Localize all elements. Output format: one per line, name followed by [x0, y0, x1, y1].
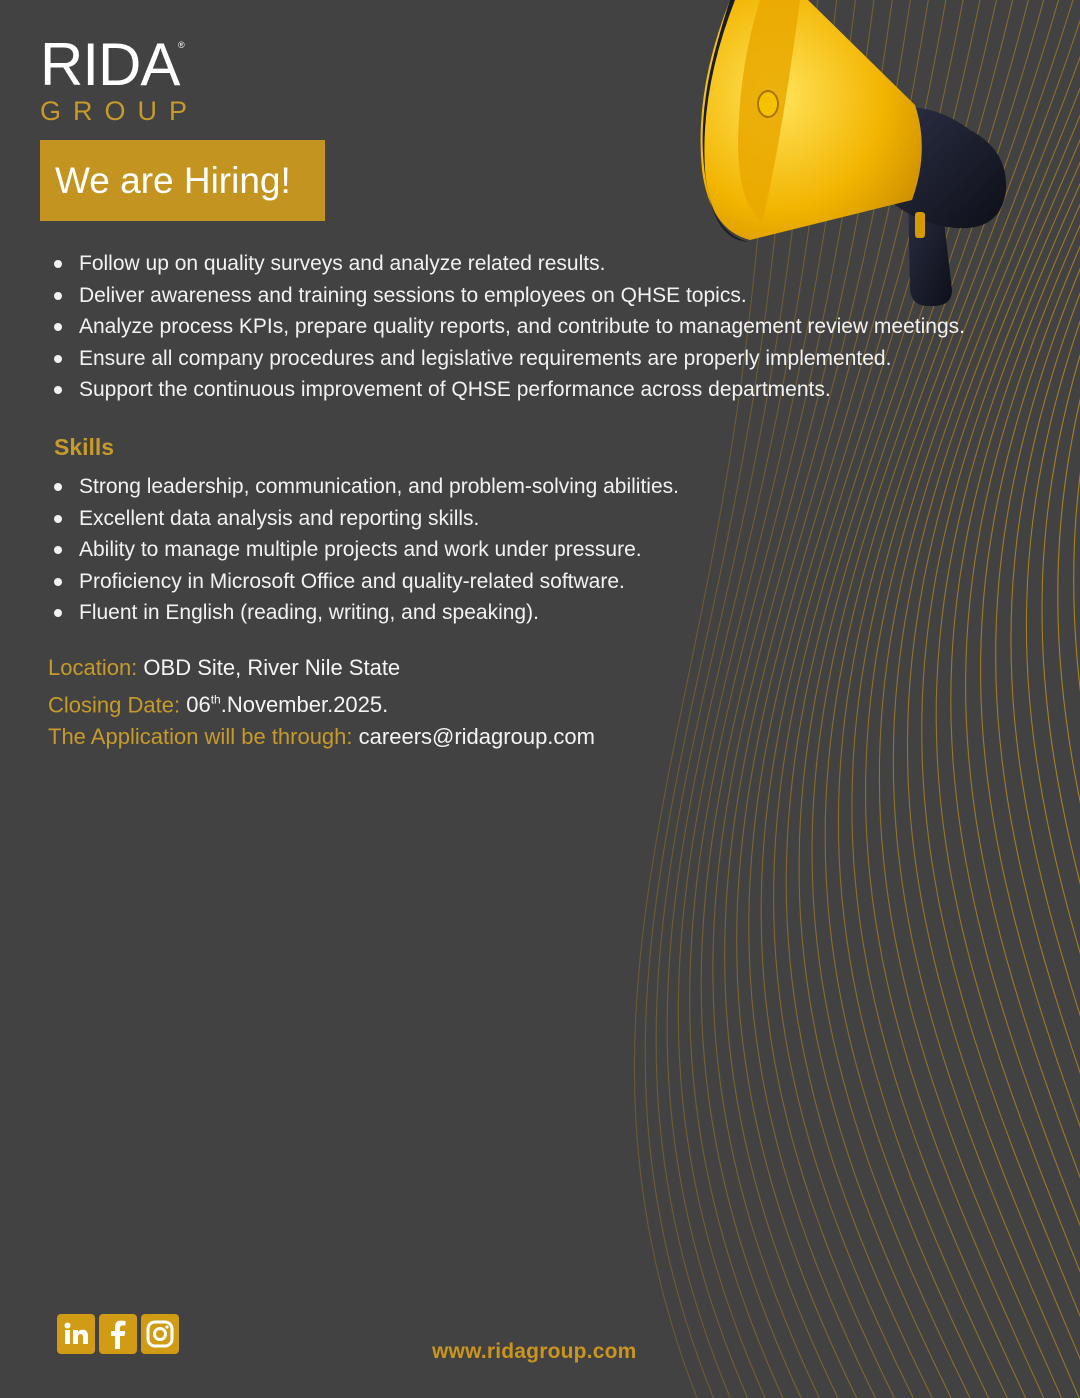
skill-item: Proficiency in Microsoft Office and quality-related software.	[52, 566, 1032, 598]
wave-line	[1074, 0, 1080, 1398]
closing-date-label: Closing Date:	[48, 692, 181, 718]
duty-item: Deliver awareness and training sessions to employees on QHSE topics.	[52, 280, 1032, 312]
hiring-banner-text: We are Hiring!	[55, 159, 291, 201]
wave-line	[1011, 0, 1080, 1398]
closing-month-year: .November.2025.	[220, 692, 389, 718]
wave-line	[1042, 0, 1080, 1398]
closing-date-value	[186, 692, 388, 717]
logo-wordmark: RIDA	[40, 31, 180, 98]
skills-list	[52, 471, 1032, 629]
duty-item: Support the continuous improvement of QHSE performance across departments.	[52, 374, 1032, 406]
closing-date-row	[48, 684, 595, 721]
website-link[interactable]: www.ridagroup.com	[432, 1340, 637, 1363]
skill-item: Excellent data analysis and reporting skills.	[52, 503, 1032, 535]
skill-item: Fluent in English (reading, writing, and speaking).	[52, 597, 1032, 629]
skill-item: Strong leadership, communication, and problem-solving abilities.	[52, 471, 1032, 503]
rida-group-logo	[40, 31, 200, 126]
registered-mark: ®	[178, 40, 185, 50]
logo-group-text: GROUP	[40, 96, 200, 126]
instagram-icon[interactable]	[141, 1314, 179, 1354]
duty-item: Ensure all company procedures and legislative requirements are properly implemented.	[52, 343, 1032, 375]
closing-day-suffix: th	[210, 693, 221, 707]
skills-heading: Skills	[54, 434, 115, 460]
application-label: The Application will be through:	[48, 724, 353, 750]
location-value: OBD Site, River Nile State	[143, 655, 401, 680]
skill-item: Ability to manage multiple projects and work under pressure.	[52, 534, 1032, 566]
social-icons	[57, 1314, 179, 1354]
linkedin-icon[interactable]	[57, 1314, 95, 1354]
location-label: Location:	[48, 655, 138, 680]
hiring-banner	[40, 140, 325, 221]
duties-list	[52, 248, 1032, 406]
application-email[interactable]: careers@ridagroup.com	[358, 724, 595, 750]
wave-line	[1026, 0, 1080, 1398]
wave-line	[1058, 0, 1080, 1398]
job-details	[48, 652, 595, 753]
application-row	[48, 721, 595, 753]
duty-item: Follow up on quality surveys and analyze related results.	[52, 248, 1032, 280]
facebook-icon[interactable]	[99, 1314, 137, 1354]
location-row	[48, 652, 595, 684]
duty-item: Analyze process KPIs, prepare quality reports, and contribute to management review meetings.	[52, 311, 1032, 343]
closing-day: 06	[186, 692, 211, 718]
